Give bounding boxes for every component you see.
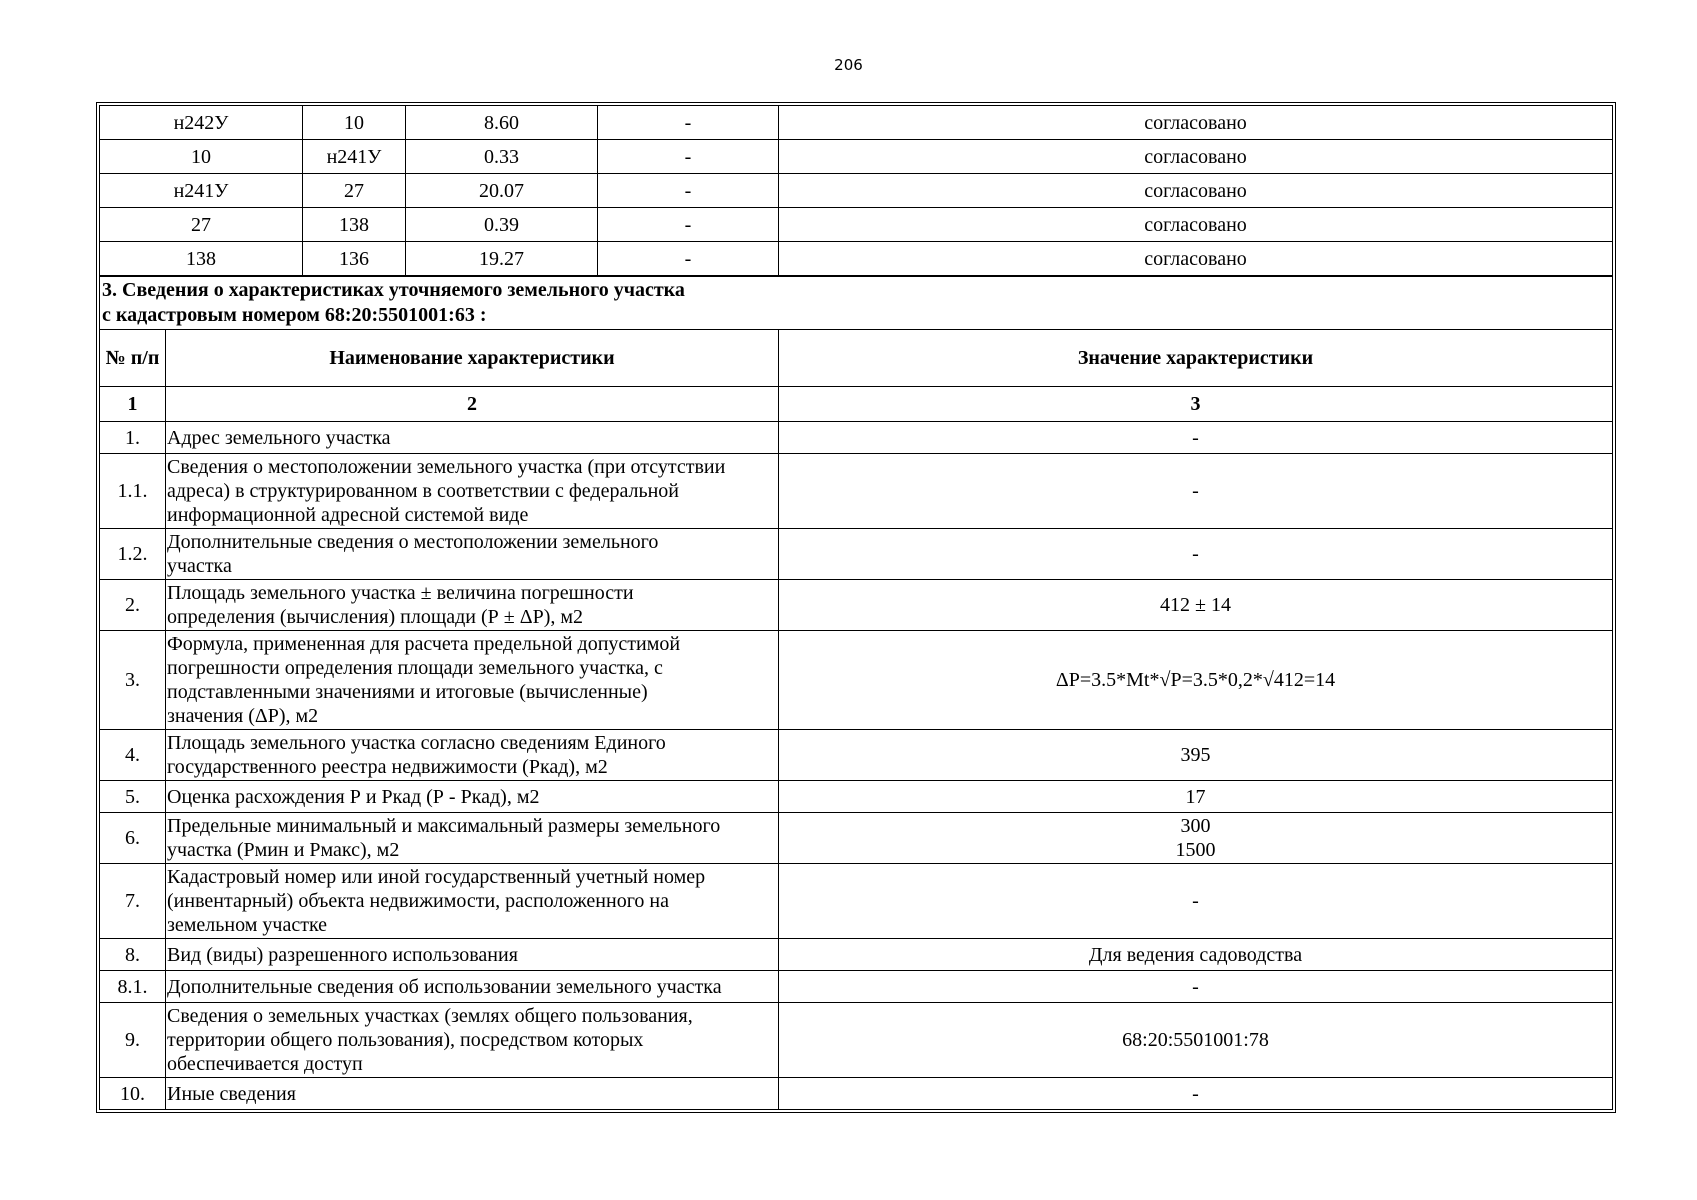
characteristic-value: - xyxy=(779,422,1613,454)
characteristic-value: 17 xyxy=(779,781,1613,813)
boundary-cell-to: н241У xyxy=(303,140,406,174)
header-number-1: 1 xyxy=(100,387,166,422)
boundary-cell-dash: - xyxy=(598,140,779,174)
characteristic-row xyxy=(100,781,1613,813)
characteristic-row xyxy=(100,454,1613,529)
characteristic-row xyxy=(100,1078,1613,1110)
boundary-cell-from: н241У xyxy=(100,174,303,208)
characteristic-value: 395 xyxy=(779,730,1613,781)
boundary-cell-to: 27 xyxy=(303,174,406,208)
characteristic-num: 10. xyxy=(100,1078,166,1110)
boundary-row xyxy=(100,106,1613,140)
characteristic-row xyxy=(100,1003,1613,1078)
characteristic-value: Для ведения садоводства xyxy=(779,939,1613,971)
boundary-cell-status: согласовано xyxy=(779,140,1613,174)
boundary-cell-from: 138 xyxy=(100,242,303,276)
characteristic-row xyxy=(100,730,1613,781)
characteristic-value: - xyxy=(779,1078,1613,1110)
boundary-cell-status: согласовано xyxy=(779,208,1613,242)
header-row xyxy=(100,330,1613,387)
characteristic-num: 1.2. xyxy=(100,529,166,580)
characteristic-num: 8. xyxy=(100,939,166,971)
characteristic-name: Оценка расхождения Р и Ркад (Р - Ркад), м2 xyxy=(166,781,779,813)
boundary-cell-length: 20.07 xyxy=(406,174,598,208)
boundary-cell-from: 10 xyxy=(100,140,303,174)
characteristic-value: 300 1500 xyxy=(779,813,1613,864)
characteristic-name: Предельные минимальный и максимальный размеры земельного участка (Рмин и Рмакс), м2 xyxy=(166,813,779,864)
characteristic-value: - xyxy=(779,529,1613,580)
characteristic-num: 5. xyxy=(100,781,166,813)
header-name: Наименование характеристики xyxy=(166,330,779,387)
boundary-cell-dash: - xyxy=(598,174,779,208)
characteristic-num: 6. xyxy=(100,813,166,864)
characteristic-value: 412 ± 14 xyxy=(779,580,1613,631)
header-num: № п/п xyxy=(100,330,166,387)
characteristic-name: Площадь земельного участка согласно сведениям Единого государственного реестра недвижимости (Ркад), м2 xyxy=(166,730,779,781)
characteristic-value: - xyxy=(779,864,1613,939)
boundary-cell-length: 8.60 xyxy=(406,106,598,140)
page-number: 206 xyxy=(834,56,863,74)
characteristic-value: 68:20:5501001:78 xyxy=(779,1003,1613,1078)
boundary-row xyxy=(100,208,1613,242)
boundary-cell-dash: - xyxy=(598,106,779,140)
characteristic-row xyxy=(100,580,1613,631)
characteristic-name: Дополнительные сведения о местоположении земельного участка xyxy=(166,529,779,580)
characteristic-value: - xyxy=(779,971,1613,1003)
characteristic-value: - xyxy=(779,454,1613,529)
header-number-2: 2 xyxy=(166,387,779,422)
characteristic-row xyxy=(100,529,1613,580)
characteristic-num: 2. xyxy=(100,580,166,631)
characteristic-num: 8.1. xyxy=(100,971,166,1003)
boundary-cell-from: н242У xyxy=(100,106,303,140)
header-number-3: 3 xyxy=(779,387,1613,422)
characteristic-value: ΔР=3.5*Mt*√Р=3.5*0,2*√412=14 xyxy=(779,631,1613,730)
document-table-frame xyxy=(96,102,1616,1113)
characteristic-name: Площадь земельного участка ± величина погрешности определения (вычисления) площади (Р ± ΔР), м2 xyxy=(166,580,779,631)
characteristic-name: Сведения о земельных участках (землях общего пользования, территории общего пользования), посредством которых обеспечивается доступ xyxy=(166,1003,779,1078)
characteristic-num: 7. xyxy=(100,864,166,939)
characteristic-name: Сведения о местоположении земельного участка (при отсутствии адреса) в структурированном в соответствии с федеральной информационной адресной системой виде xyxy=(166,454,779,529)
characteristics-table xyxy=(99,276,1613,1110)
characteristic-num: 9. xyxy=(100,1003,166,1078)
boundary-cell-status: согласовано xyxy=(779,174,1613,208)
boundary-cell-dash: - xyxy=(598,208,779,242)
boundary-cell-from: 27 xyxy=(100,208,303,242)
characteristic-row xyxy=(100,631,1613,730)
characteristic-num: 3. xyxy=(100,631,166,730)
boundary-row xyxy=(100,174,1613,208)
boundary-table-body xyxy=(100,106,1613,276)
characteristic-row xyxy=(100,864,1613,939)
characteristic-name: Вид (виды) разрешенного использования xyxy=(166,939,779,971)
characteristic-num: 1.1. xyxy=(100,454,166,529)
header-value: Значение характеристики xyxy=(779,330,1613,387)
boundary-cell-length: 19.27 xyxy=(406,242,598,276)
characteristic-name: Формула, примененная для расчета предельной допустимой погрешности определения площади земельного участка, с подставленными значениями и итоговые (вычисленные) значения (ΔР), м2 xyxy=(166,631,779,730)
characteristic-name: Дополнительные сведения об использовании земельного участка xyxy=(166,971,779,1003)
boundary-row xyxy=(100,140,1613,174)
characteristic-name: Кадастровый номер или иной государственный учетный номер (инвентарный) объекта недвижимости, расположенного на земельном участке xyxy=(166,864,779,939)
characteristic-row xyxy=(100,939,1613,971)
boundary-cell-length: 0.33 xyxy=(406,140,598,174)
characteristic-row xyxy=(100,813,1613,864)
section-title-line1: 3. Сведения о характеристиках уточняемого земельного участка xyxy=(102,279,685,301)
characteristic-num: 1. xyxy=(100,422,166,454)
header-numbers-row xyxy=(100,387,1613,422)
boundary-cell-to: 10 xyxy=(303,106,406,140)
boundary-table xyxy=(99,105,1613,276)
boundary-row xyxy=(100,242,1613,276)
boundary-cell-dash: - xyxy=(598,242,779,276)
boundary-cell-status: согласовано xyxy=(779,242,1613,276)
section-title-line2: с кадастровым номером 68:20:5501001:63 : xyxy=(102,304,487,326)
boundary-cell-to: 136 xyxy=(303,242,406,276)
characteristic-name: Адрес земельного участка xyxy=(166,422,779,454)
characteristic-num: 4. xyxy=(100,730,166,781)
section-title xyxy=(100,277,1613,330)
section-title-row xyxy=(100,277,1613,330)
boundary-cell-status: согласовано xyxy=(779,106,1613,140)
characteristic-row xyxy=(100,422,1613,454)
boundary-cell-length: 0.39 xyxy=(406,208,598,242)
characteristic-row xyxy=(100,971,1613,1003)
characteristic-name: Иные сведения xyxy=(166,1078,779,1110)
boundary-cell-to: 138 xyxy=(303,208,406,242)
